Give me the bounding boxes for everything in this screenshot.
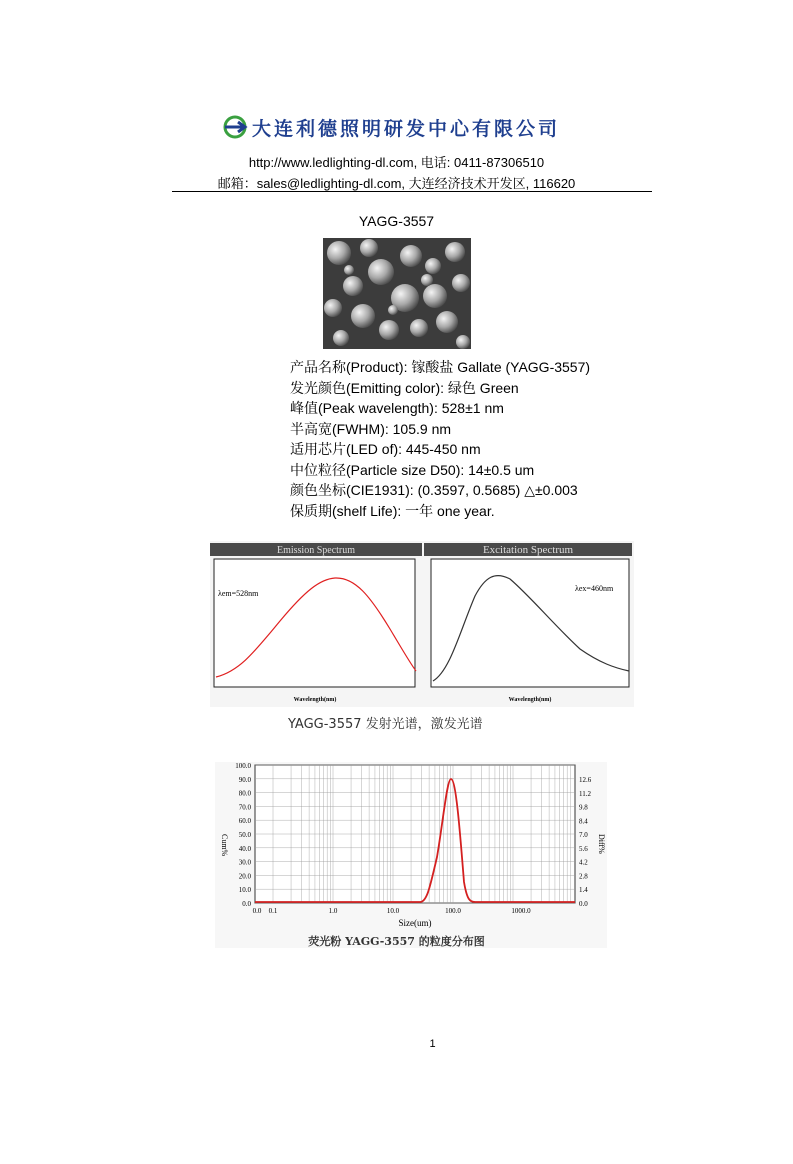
psd-left-tick-label: 60.0 xyxy=(238,817,251,826)
psd-right-tick-label: 7.0 xyxy=(579,831,588,840)
emission-xlabel: Wavelength(nm) xyxy=(293,697,337,703)
psd-x-tick-label: 1.0 xyxy=(328,907,338,915)
property-product-name: 产品名称(Product): 镓酸盐 Gallate (YAGG-3557) xyxy=(290,359,591,375)
property-peak-wavelength: 峰值(Peak wavelength): 528±1 nm xyxy=(290,400,504,416)
particle-size-chart xyxy=(215,762,607,948)
psd-right-tick-label: 2.8 xyxy=(579,872,588,881)
psd-right-tick-label: 8.4 xyxy=(579,817,588,826)
property-led-chip: 适用芯片(LED of): 445-450 nm xyxy=(290,441,481,457)
psd-right-tick-label: 0.0 xyxy=(579,900,588,908)
product-properties xyxy=(290,357,590,521)
excitation-plot-area xyxy=(431,559,629,687)
emission-plot-area xyxy=(214,559,415,687)
psd-x-tick-label: 1000.0 xyxy=(511,907,531,915)
spectrum-charts xyxy=(210,541,634,707)
psd-left-tick-label: 100.0 xyxy=(235,762,251,770)
psd-right-tick-label: 4.2 xyxy=(579,858,588,867)
psd-right-tick-label: 9.8 xyxy=(579,803,588,812)
psd-x-tick-label: 0.1 xyxy=(268,907,278,915)
psd-right-tick-label: 12.6 xyxy=(579,776,592,784)
company-header xyxy=(222,112,560,142)
excitation-title: Excitation Spectrum xyxy=(482,544,574,556)
property-fwhm: 半高宽(FWHM): 105.9 nm xyxy=(290,420,452,437)
psd-x-tick-label: 0.0 xyxy=(252,907,262,915)
contact-line: http://www.ledlighting-dl.com, 电话: 0411-87306510 xyxy=(248,155,545,170)
excitation-annotation: λex=460nm xyxy=(575,584,614,593)
psd-right-axis-label: Diff% xyxy=(597,834,606,854)
excitation-xlabel: Wavelength(nm) xyxy=(508,697,552,703)
psd-left-tick-label: 40.0 xyxy=(238,844,251,853)
psd-left-tick-label: 80.0 xyxy=(238,789,251,798)
psd-right-tick-label: 5.6 xyxy=(579,844,588,853)
psd-left-tick-label: 70.0 xyxy=(238,803,251,812)
property-emitting-color: 发光颜色(Emitting color): 绿色 Green xyxy=(290,379,519,396)
header-divider xyxy=(172,191,652,192)
psd-left-axis-label: Cum% xyxy=(220,834,229,857)
psd-x-axis-label: Size(um) xyxy=(398,918,432,928)
product-title: YAGG-3557 xyxy=(358,213,435,229)
psd-left-tick-label: 30.0 xyxy=(238,858,251,867)
psd-left-tick-label: 50.0 xyxy=(238,831,251,839)
psd-left-tick-label: 20.0 xyxy=(238,872,251,881)
page-number: 1 xyxy=(429,1038,436,1050)
sem-micrograph-image xyxy=(323,238,471,349)
particle-size-caption: 荧光粉 YAGG-3557 的粒度分布图 xyxy=(308,935,485,948)
psd-right-tick-label: 1.4 xyxy=(579,886,588,895)
company-logo-icon xyxy=(222,114,248,140)
company-name: 大连利德照明研发中心有限公司 xyxy=(252,117,561,140)
property-particle-size: 中位粒径(Particle size D50): 14±0.5 um xyxy=(290,461,535,478)
psd-x-tick-label: 100.0 xyxy=(445,907,461,915)
psd-right-tick-label: 11.2 xyxy=(579,789,591,798)
emission-title: Emission Spectrum xyxy=(276,545,356,556)
psd-left-tick-label: 0.0 xyxy=(242,900,251,908)
property-cie-coordinates: 颜色坐标(CIE1931): (0.3597, 0.5685) △±0.003 xyxy=(290,482,578,498)
property-shelf-life: 保质期(shelf Life): 一年 one year. xyxy=(290,502,495,519)
emission-annotation: λem=528nm xyxy=(218,589,259,598)
address-line: 邮箱：sales@ledlighting-dl.com, 大连经济技术开发区, 116620 xyxy=(217,176,576,191)
psd-left-tick-label: 90.0 xyxy=(238,775,251,784)
psd-x-tick-label: 10.0 xyxy=(386,907,400,915)
spectrum-caption: YAGG-3557 发射光谱，激发光谱 xyxy=(288,717,483,732)
psd-left-tick-label: 10.0 xyxy=(238,886,251,895)
